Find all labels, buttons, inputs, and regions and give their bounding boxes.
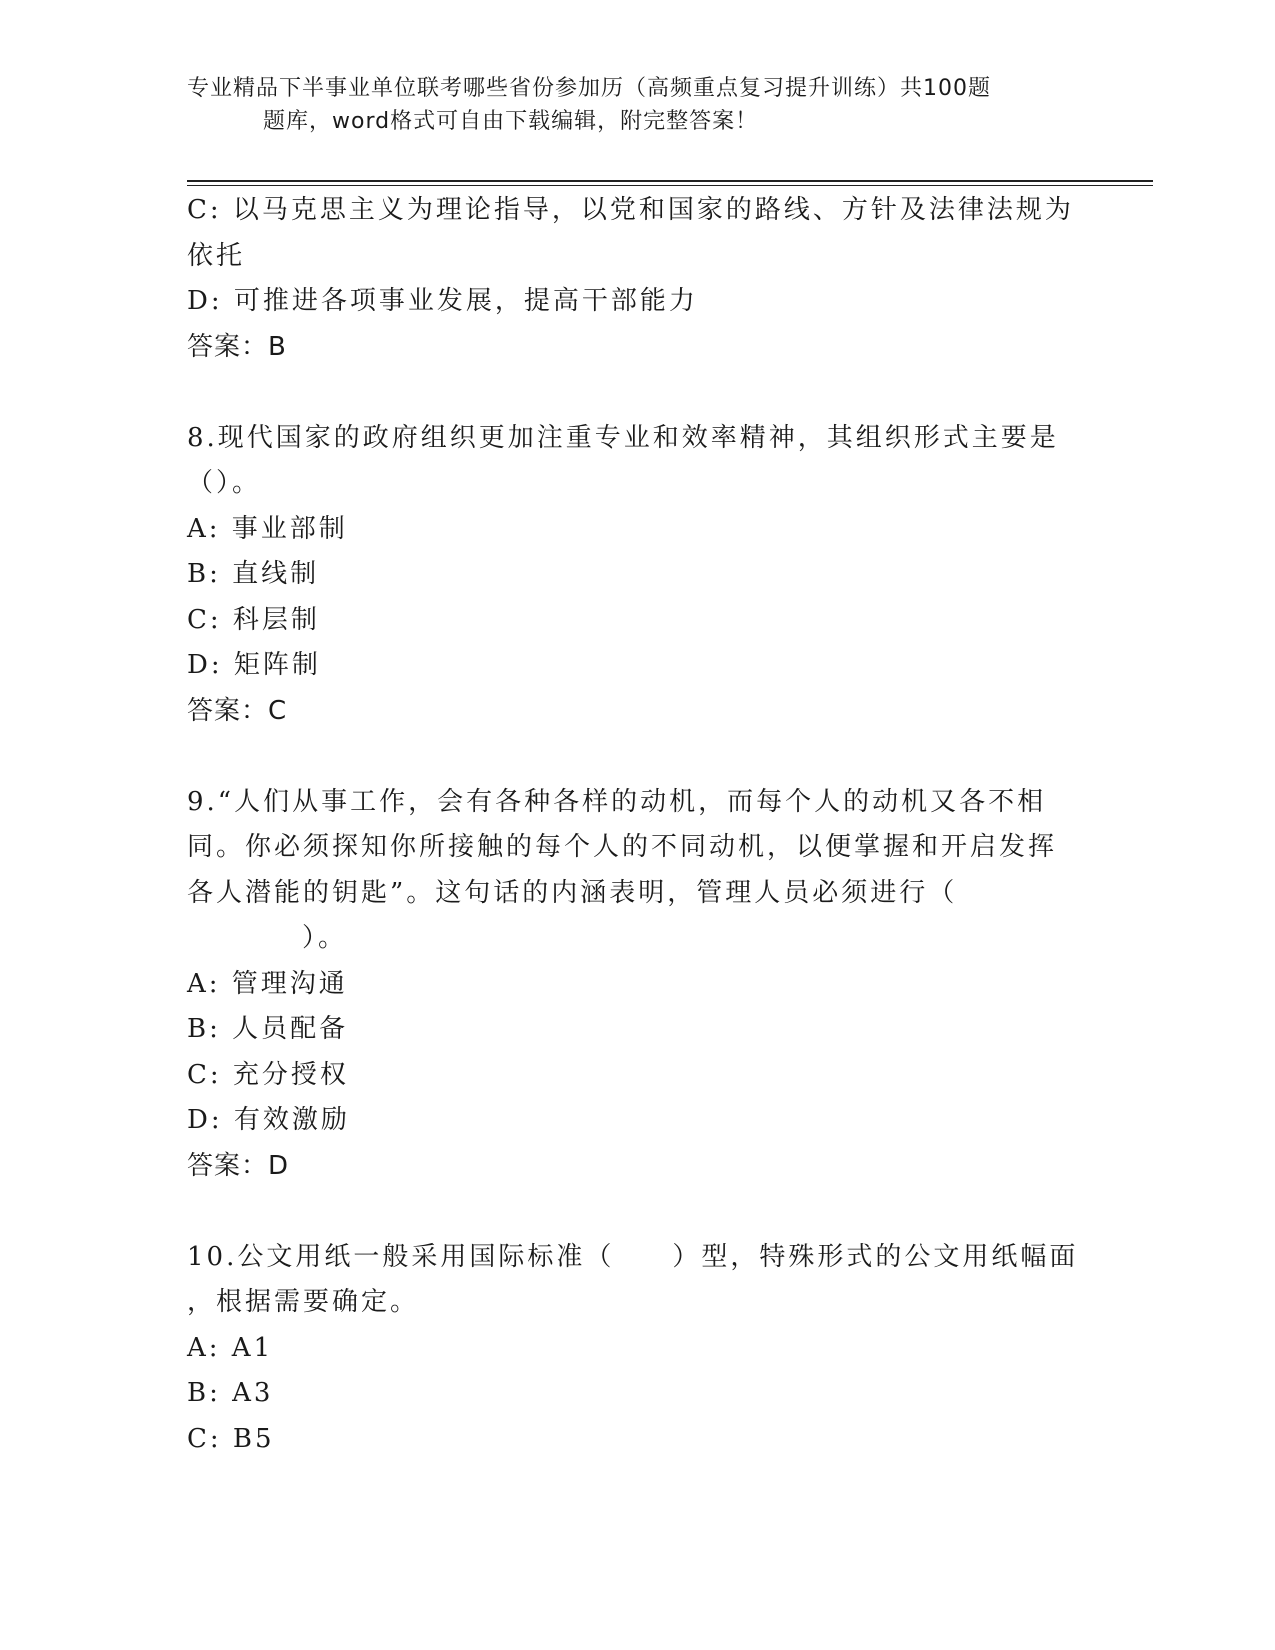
q9-stem-line-1: 9.“人们从事工作，会有各种各样的动机，而每个人的动机又各不相 <box>187 786 1047 817</box>
header-title-line-2: 题库，word格式可自由下载编辑，附完整答案！ <box>263 109 759 134</box>
q8-stem-line-1: 8.现代国家的政府组织更加注重专业和效率精神，其组织形式主要是 <box>187 422 1059 453</box>
q10-stem-line-2: ，根据需要确定。 <box>187 1287 420 1317</box>
q8-stem-line-2: （）。 <box>187 468 262 498</box>
spacer <box>187 1189 1087 1235</box>
header-title-line-1: 专业精品下半事业单位联考哪些省份参加历（高频重点复习提升训练）共100题 <box>187 76 991 101</box>
header-rule-thick <box>187 180 1153 182</box>
spacer <box>187 734 1087 780</box>
q9-option-a: A: 管理沟通 <box>187 968 348 999</box>
q9-option-c: C: 充分授权 <box>187 1059 349 1090</box>
prev-option-d: D: 可推进各项事业发展，提高干部能力 <box>187 286 698 316</box>
q9-option-d: D: 有效激励 <box>187 1105 350 1135</box>
q10-option-a: A: A1 <box>187 1332 274 1363</box>
q9-answer: 答案：D <box>187 1150 290 1181</box>
document-body <box>187 188 1087 1462</box>
q9-option-b: B: 人员配备 <box>187 1014 349 1044</box>
q8-option-a: A: 事业部制 <box>187 513 348 544</box>
spacer <box>187 370 1087 416</box>
q10-option-c: C: B5 <box>187 1423 275 1454</box>
prev-option-c-line-1: C: 以马克思主义为理论指导，以党和国家的路线、方针及法律法规为 <box>187 195 1074 225</box>
q8-option-d: D: 矩阵制 <box>187 650 321 680</box>
document-header <box>187 72 1087 138</box>
q8-option-c: C: 科层制 <box>187 604 320 635</box>
q9-stem-line-2: 同。你必须探知你所接触的每个人的不同动机，以便掌握和开启发挥 <box>187 832 1058 862</box>
prev-option-c-line-2: 依托 <box>187 240 246 271</box>
prev-answer: 答案：B <box>187 331 287 362</box>
q9-stem-line-3: 各人潜能的钥匙”。这句话的内涵表明，管理人员必须进行（ <box>187 877 958 908</box>
q8-answer: 答案：C <box>187 695 288 726</box>
header-rule-thin <box>187 185 1153 186</box>
q9-stem-line-4: ）。 <box>302 923 348 953</box>
q10-option-b: B: A3 <box>187 1378 274 1408</box>
q10-stem-line-1: 10.公文用纸一般采用国际标准（ ）型，特殊形式的公文用纸幅面 <box>187 1241 1079 1272</box>
q8-option-b: B: 直线制 <box>187 559 320 589</box>
